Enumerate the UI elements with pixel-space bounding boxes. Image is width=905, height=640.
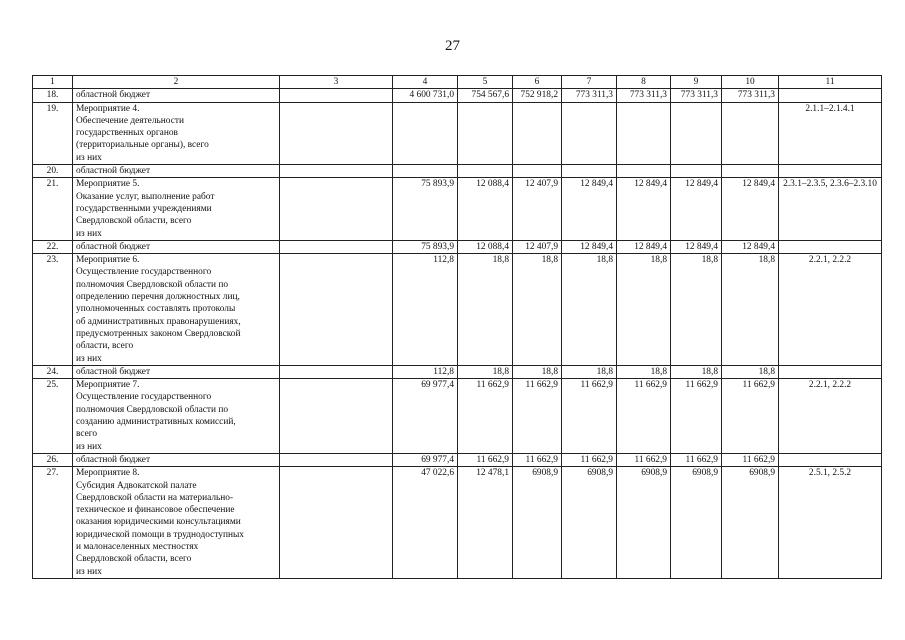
year-amount-cell: 12 849,4 [671,178,722,240]
column-3-cell [280,365,393,378]
item-title-cell: областной бюджет [73,165,280,178]
total-amount-cell: 69 977,4 [393,453,458,466]
column-3-cell [280,467,393,579]
year-amount-cell: 12 478,1 [458,467,513,579]
year-amount-cell: 773 311,3 [671,89,722,102]
year-amount-cell: 773 311,3 [722,89,779,102]
item-title-cell: Мероприятие 7. Осуществление государственного полномочия Свердловской области по созданию административных комиссий, всего из них [73,379,280,454]
row-number-cell: 26. [33,453,73,466]
total-amount-cell [393,102,458,164]
target-indicator-cell [779,240,882,253]
year-amount-cell: 18,8 [513,254,562,366]
column-header: 10 [722,76,779,89]
table-row [33,254,882,366]
table-row [33,102,882,164]
year-amount-cell [458,165,513,178]
item-title-cell: Мероприятие 5. Оказание услуг, выполнение работ государственными учреждениями Свердловской области, всего из них [73,178,280,240]
target-indicator-cell: 2.3.1–2.3.5, 2.3.6–2.3.10 [779,178,882,240]
row-number-cell: 27. [33,467,73,579]
column-header: 5 [458,76,513,89]
table-row [33,467,882,579]
column-3-cell [280,165,393,178]
row-number-cell: 21. [33,178,73,240]
year-amount-cell: 12 849,4 [671,240,722,253]
year-amount-cell: 752 918,2 [513,89,562,102]
year-amount-cell: 12 088,4 [458,240,513,253]
column-header: 3 [280,76,393,89]
year-amount-cell: 11 662,9 [513,379,562,454]
row-number-cell: 20. [33,165,73,178]
year-amount-cell: 12 407,9 [513,240,562,253]
year-amount-cell: 11 662,9 [458,453,513,466]
column-3-cell [280,102,393,164]
table-header-row [33,76,882,89]
row-number-cell: 23. [33,254,73,366]
year-amount-cell: 12 849,4 [562,240,617,253]
year-amount-cell [671,165,722,178]
target-indicator-cell [779,89,882,102]
year-amount-cell: 11 662,9 [722,379,779,454]
page-number: 27 [445,38,460,54]
item-title-cell: областной бюджет [73,365,280,378]
column-3-cell [280,453,393,466]
total-amount-cell: 69 977,4 [393,379,458,454]
column-header: 6 [513,76,562,89]
year-amount-cell: 12 849,4 [617,240,671,253]
year-amount-cell [513,165,562,178]
row-number-cell: 24. [33,365,73,378]
table-row [33,240,882,253]
year-amount-cell: 6908,9 [513,467,562,579]
year-amount-cell: 11 662,9 [671,379,722,454]
year-amount-cell: 18,8 [562,365,617,378]
row-number-cell: 19. [33,102,73,164]
year-amount-cell: 12 849,4 [722,178,779,240]
column-header: 4 [393,76,458,89]
year-amount-cell [562,165,617,178]
year-amount-cell: 6908,9 [562,467,617,579]
year-amount-cell: 6908,9 [617,467,671,579]
total-amount-cell: 112,8 [393,254,458,366]
item-title-cell: Мероприятие 8. Субсидия Адвокатской палате Свердловской области на материально- техническое и финансовое обеспечение оказания юридическими консультациями юридической помощи в труднодоступных и малонаселенных местностях Свердловской области, всего из них [73,467,280,579]
column-header: 1 [33,76,73,89]
column-header: 11 [779,76,882,89]
year-amount-cell: 12 849,4 [617,178,671,240]
year-amount-cell: 12 407,9 [513,178,562,240]
year-amount-cell: 6908,9 [722,467,779,579]
year-amount-cell: 11 662,9 [722,453,779,466]
year-amount-cell: 11 662,9 [513,453,562,466]
target-indicator-cell [779,165,882,178]
year-amount-cell: 11 662,9 [562,453,617,466]
year-amount-cell: 18,8 [671,365,722,378]
total-amount-cell: 4 600 731,0 [393,89,458,102]
total-amount-cell: 47 022,6 [393,467,458,579]
year-amount-cell: 11 662,9 [562,379,617,454]
year-amount-cell: 773 311,3 [562,89,617,102]
table-row [33,165,882,178]
item-title-cell: Мероприятие 4. Обеспечение деятельности государственных органов (территориальные органы), всего из них [73,102,280,164]
year-amount-cell: 18,8 [562,254,617,366]
year-amount-cell [617,165,671,178]
column-header: 2 [73,76,280,89]
total-amount-cell: 75 893,9 [393,240,458,253]
column-3-cell [280,178,393,240]
target-indicator-cell: 2.1.1–2.1.4.1 [779,102,882,164]
target-indicator-cell [779,365,882,378]
year-amount-cell [562,102,617,164]
year-amount-cell [617,102,671,164]
table-row [33,365,882,378]
year-amount-cell: 18,8 [722,254,779,366]
item-title-cell: областной бюджет [73,89,280,102]
year-amount-cell: 12 849,4 [562,178,617,240]
year-amount-cell: 18,8 [513,365,562,378]
year-amount-cell: 11 662,9 [671,453,722,466]
target-indicator-cell [779,453,882,466]
budget-table [32,75,882,579]
column-header: 7 [562,76,617,89]
year-amount-cell: 11 662,9 [458,379,513,454]
year-amount-cell: 754 567,6 [458,89,513,102]
table-row [33,178,882,240]
table-row [33,379,882,454]
table-row [33,89,882,102]
total-amount-cell: 112,8 [393,365,458,378]
year-amount-cell [513,102,562,164]
year-amount-cell: 18,8 [722,365,779,378]
column-3-cell [280,254,393,366]
year-amount-cell: 18,8 [671,254,722,366]
target-indicator-cell: 2.5.1, 2.5.2 [779,467,882,579]
total-amount-cell [393,165,458,178]
year-amount-cell: 18,8 [617,254,671,366]
row-number-cell: 22. [33,240,73,253]
year-amount-cell: 12 849,4 [722,240,779,253]
column-header: 9 [671,76,722,89]
item-title-cell: областной бюджет [73,240,280,253]
year-amount-cell: 18,8 [617,365,671,378]
item-title-cell: областной бюджет [73,453,280,466]
year-amount-cell: 773 311,3 [617,89,671,102]
item-title-cell: Мероприятие 6. Осуществление государственного полномочия Свердловской области по определению перечня должностных лиц, уполномоченных составлять протоколы об административных правонарушениях, предусмотренных законом Свердловской области, всего из них [73,254,280,366]
row-number-cell: 25. [33,379,73,454]
year-amount-cell: 6908,9 [671,467,722,579]
year-amount-cell: 12 088,4 [458,178,513,240]
column-3-cell [280,89,393,102]
year-amount-cell [671,102,722,164]
year-amount-cell [458,102,513,164]
year-amount-cell: 11 662,9 [617,379,671,454]
table-row [33,453,882,466]
column-header: 8 [617,76,671,89]
year-amount-cell [722,102,779,164]
year-amount-cell: 18,8 [458,365,513,378]
table-body [33,89,882,579]
year-amount-cell: 18,8 [458,254,513,366]
target-indicator-cell: 2.2.1, 2.2.2 [779,254,882,366]
column-3-cell [280,240,393,253]
row-number-cell: 18. [33,89,73,102]
total-amount-cell: 75 893,9 [393,178,458,240]
year-amount-cell: 11 662,9 [617,453,671,466]
column-3-cell [280,379,393,454]
year-amount-cell [722,165,779,178]
target-indicator-cell: 2.2.1, 2.2.2 [779,379,882,454]
